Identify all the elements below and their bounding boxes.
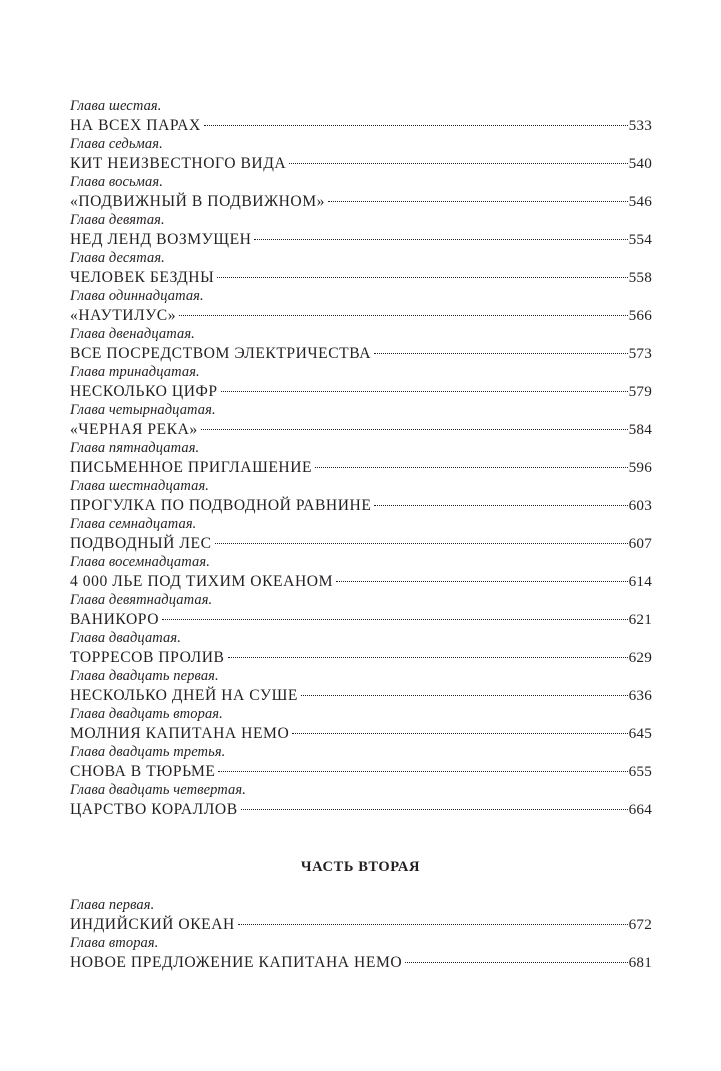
dot-leader xyxy=(336,581,628,582)
toc-entry[interactable] xyxy=(70,706,652,744)
chapter-label: Глава одиннадцатая. xyxy=(70,288,204,304)
toc-entry[interactable] xyxy=(70,478,652,516)
chapter-label: Глава двадцатая. xyxy=(70,630,181,646)
chapter-title: «ЧЕРНАЯ РЕКА» xyxy=(70,421,198,438)
chapter-label: Глава двадцать третья. xyxy=(70,744,226,760)
chapter-title: ТОРРЕСОВ ПРОЛИВ xyxy=(70,649,225,666)
table-of-contents-part-two xyxy=(70,897,652,973)
chapter-line xyxy=(70,761,652,782)
dot-leader xyxy=(374,505,627,506)
chapter-label: Глава восемнадцатая. xyxy=(70,554,210,570)
chapter-label: Глава тринадцатая. xyxy=(70,364,200,380)
chapter-title: «ПОДВИЖНЫЙ В ПОДВИЖНОМ» xyxy=(70,193,325,210)
page-number: 607 xyxy=(628,535,652,552)
page-number: 533 xyxy=(628,117,652,134)
chapter-line xyxy=(70,115,652,136)
page-number: 546 xyxy=(628,193,652,210)
toc-entry[interactable] xyxy=(70,554,652,592)
chapter-title: ВСЕ ПОСРЕДСТВОМ ЭЛЕКТРИЧЕСТВА xyxy=(70,345,372,362)
dot-leader xyxy=(162,619,628,620)
toc-entry[interactable] xyxy=(70,250,652,288)
chapter-title: ЧЕЛОВЕК БЕЗДНЫ xyxy=(70,269,215,286)
chapter-line xyxy=(70,495,652,516)
page-number: 614 xyxy=(628,573,652,590)
chapter-title: НОВОЕ ПРЕДЛОЖЕНИЕ КАПИТАНА НЕМО xyxy=(70,954,403,971)
page-number: 629 xyxy=(628,649,652,666)
dot-leader xyxy=(218,771,627,772)
dot-leader xyxy=(254,239,627,240)
toc-entry[interactable] xyxy=(70,288,652,326)
page-number: 664 xyxy=(628,801,652,818)
chapter-label: Глава четырнадцатая. xyxy=(70,402,216,418)
dot-leader xyxy=(328,201,628,202)
chapter-label: Глава двенадцатая. xyxy=(70,326,195,342)
chapter-line xyxy=(70,914,652,935)
chapter-line xyxy=(70,533,652,554)
dot-leader xyxy=(374,353,628,354)
chapter-title: МОЛНИЯ КАПИТАНА НЕМО xyxy=(70,725,290,742)
chapter-label: Глава девятнадцатая. xyxy=(70,592,213,608)
toc-entry[interactable] xyxy=(70,136,652,174)
chapter-label: Глава шестнадцатая. xyxy=(70,478,210,494)
page-number: 655 xyxy=(628,763,652,780)
chapter-title: 4 000 ЛЬЕ ПОД ТИХИМ ОКЕАНОМ xyxy=(70,573,333,590)
toc-entry[interactable] xyxy=(70,98,652,136)
dot-leader xyxy=(217,277,627,278)
chapter-label: Глава восьмая. xyxy=(70,174,163,190)
dot-leader xyxy=(315,467,627,468)
toc-entry[interactable] xyxy=(70,364,652,402)
toc-entry[interactable] xyxy=(70,402,652,440)
page-number: 584 xyxy=(628,421,652,438)
chapter-title: ИНДИЙСКИЙ ОКЕАН xyxy=(70,916,235,933)
dot-leader xyxy=(204,125,628,126)
page-number: 554 xyxy=(628,231,652,248)
chapter-title: СНОВА В ТЮРЬМЕ xyxy=(70,763,216,780)
chapter-title: ПОДВОДНЫЙ ЛЕС xyxy=(70,535,212,552)
dot-leader xyxy=(179,315,628,316)
chapter-label: Глава седьмая. xyxy=(70,136,163,152)
toc-entry[interactable] xyxy=(70,440,652,478)
chapter-line xyxy=(70,381,652,402)
toc-entry[interactable] xyxy=(70,174,652,212)
chapter-label: Глава семнадцатая. xyxy=(70,516,197,532)
toc-entry[interactable] xyxy=(70,668,652,706)
chapter-label: Глава двадцать первая. xyxy=(70,668,219,684)
dot-leader xyxy=(228,657,628,658)
chapter-line xyxy=(70,267,652,288)
toc-entry[interactable] xyxy=(70,212,652,250)
page-number: 540 xyxy=(628,155,652,172)
dot-leader xyxy=(201,429,628,430)
dot-leader xyxy=(241,809,628,810)
page-number: 681 xyxy=(628,954,652,971)
chapter-line xyxy=(70,609,652,630)
dot-leader xyxy=(215,543,628,544)
dot-leader xyxy=(289,163,627,164)
toc-entry[interactable] xyxy=(70,326,652,364)
chapter-title: КИТ НЕИЗВЕСТНОГО ВИДА xyxy=(70,155,287,172)
chapter-line xyxy=(70,305,652,326)
chapter-title: НЕСКОЛЬКО ДНЕЙ НА СУШЕ xyxy=(70,687,298,704)
page-number: 596 xyxy=(628,459,652,476)
chapter-title: «НАУТИЛУС» xyxy=(70,307,177,324)
dot-leader xyxy=(405,962,627,963)
chapter-title: ВАНИКОРО xyxy=(70,611,160,628)
chapter-title: ЦАРСТВО КОРАЛЛОВ xyxy=(70,801,238,818)
chapter-label: Глава десятая. xyxy=(70,250,165,266)
page-number: 558 xyxy=(628,269,652,286)
chapter-line xyxy=(70,571,652,592)
chapter-title: ПИСЬМЕННОЕ ПРИГЛАШЕНИЕ xyxy=(70,459,313,476)
chapter-line xyxy=(70,229,652,250)
chapter-title: НЕСКОЛЬКО ЦИФР xyxy=(70,383,218,400)
chapter-label: Глава вторая. xyxy=(70,935,159,951)
page-number: 636 xyxy=(628,687,652,704)
chapter-line xyxy=(70,723,652,744)
chapter-title: НА ВСЕХ ПАРАХ xyxy=(70,117,201,134)
page-number: 573 xyxy=(628,345,652,362)
dot-leader xyxy=(292,733,627,734)
chapter-line xyxy=(70,343,652,364)
chapter-line xyxy=(70,799,652,820)
page-number: 603 xyxy=(628,497,652,514)
chapter-line xyxy=(70,647,652,668)
toc-entry[interactable] xyxy=(70,516,652,554)
toc-entry[interactable] xyxy=(70,744,652,782)
chapter-line xyxy=(70,457,652,478)
table-of-contents-part-one xyxy=(70,98,652,820)
chapter-title: ПРОГУЛКА ПО ПОДВОДНОЙ РАВНИНЕ xyxy=(70,497,372,514)
chapter-line xyxy=(70,153,652,174)
chapter-label: Глава первая. xyxy=(70,897,155,913)
toc-entry[interactable] xyxy=(70,897,652,935)
toc-entry[interactable] xyxy=(70,630,652,668)
chapter-label: Глава пятнадцатая. xyxy=(70,440,200,456)
chapter-label: Глава шестая. xyxy=(70,98,162,114)
toc-entry[interactable] xyxy=(70,782,652,820)
chapter-label: Глава двадцать вторая. xyxy=(70,706,223,722)
dot-leader xyxy=(238,924,628,925)
chapter-line xyxy=(70,191,652,212)
chapter-line xyxy=(70,685,652,706)
page-number: 645 xyxy=(628,725,652,742)
chapter-line xyxy=(70,419,652,440)
dot-leader xyxy=(301,695,628,696)
chapter-label: Глава двадцать четвертая. xyxy=(70,782,246,798)
chapter-title: НЕД ЛЕНД ВОЗМУЩЕН xyxy=(70,231,252,248)
chapter-line xyxy=(70,952,652,973)
part-heading: ЧАСТЬ ВТОРАЯ xyxy=(300,859,421,875)
chapter-label: Глава девятая. xyxy=(70,212,165,228)
page-number: 621 xyxy=(628,611,652,628)
page-number: 579 xyxy=(628,383,652,400)
dot-leader xyxy=(221,391,628,392)
toc-entry[interactable] xyxy=(70,592,652,630)
page-number: 566 xyxy=(628,307,652,324)
page-number: 672 xyxy=(628,916,652,933)
toc-entry[interactable] xyxy=(70,935,652,973)
